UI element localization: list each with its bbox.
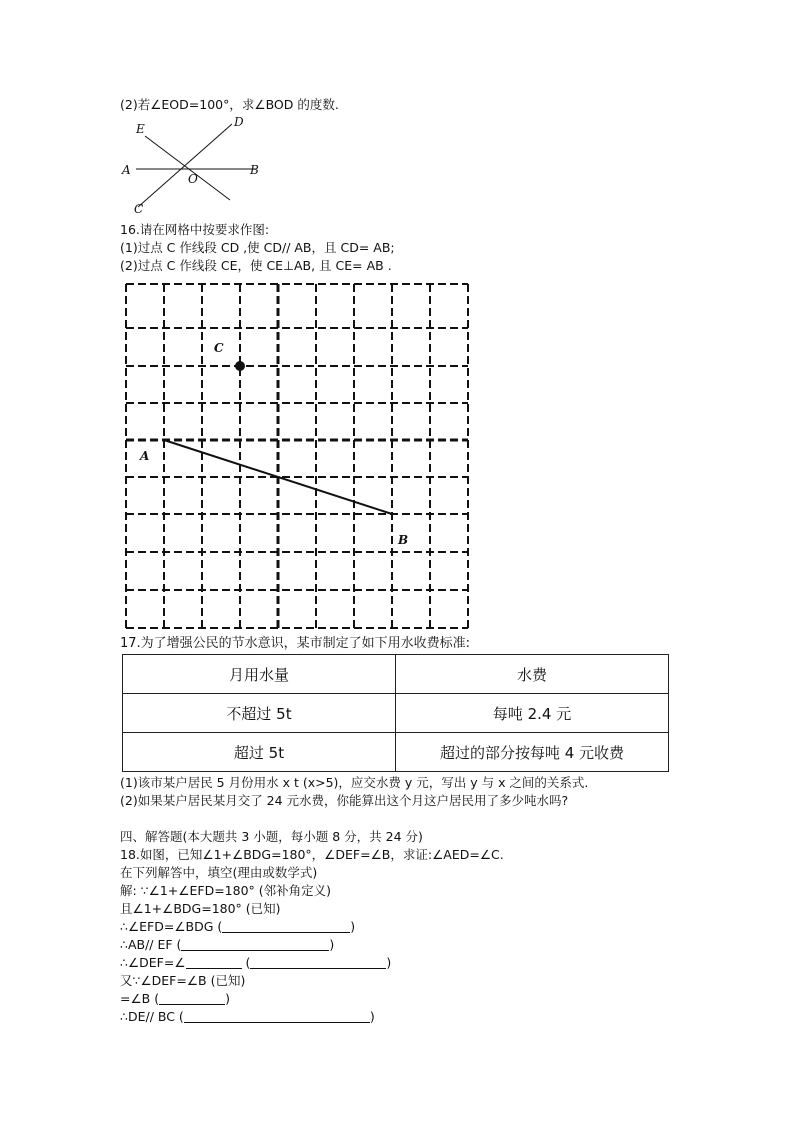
proof-line-blank: ∴∠EFD=∠BDG ( ) <box>120 919 356 934</box>
answer-blank[interactable] <box>186 956 242 969</box>
proof-line-blank: ∴AB// EF ( ) <box>120 937 335 952</box>
q16-title: 16.请在网格中按要求作图: <box>120 222 270 237</box>
grid-label-b: B <box>398 533 409 547</box>
table-row <box>123 733 669 772</box>
q17-part1: (1)该市某户居民 5 月份用水 x t (x>5)，应交水费 y 元，写出 y 与 x 之间的关系式. <box>120 775 589 790</box>
table-cell: 超过 5t <box>123 733 396 772</box>
grid-label-c: C <box>214 341 224 355</box>
table-cell: 不超过 5t <box>123 694 396 733</box>
label-e: E <box>136 122 145 136</box>
proof-line-blank: =∠B ( ) <box>120 991 230 1006</box>
line-cd <box>138 124 232 207</box>
section4-heading: 四、解答题(本大题共 3 小题，每小题 8 分，共 24 分) <box>120 829 423 844</box>
q18-title: 18.如图，已知∠1+∠BDG=180°，∠DEF=∠B，求证:∠AED=∠C. <box>120 847 504 862</box>
header-usage: 月用水量 <box>123 655 396 694</box>
proof-line-blank: ∴∠DEF=∠ ( ) <box>120 955 392 970</box>
label-o: O <box>188 172 198 186</box>
proof-line: 解: ∵∠1+∠EFD=180° (邻补角定义) <box>120 883 331 898</box>
q18-instruction: 在下列解答中，填空(理由或数学式) <box>120 865 318 880</box>
point-c <box>235 361 245 371</box>
label-d: D <box>234 115 244 129</box>
dashed-grid <box>126 284 468 628</box>
proof-line: 且∠1+∠BDG=180° (已知) <box>120 901 281 916</box>
header-fee: 水费 <box>396 655 669 694</box>
answer-blank[interactable] <box>159 992 225 1005</box>
answer-blank[interactable] <box>222 920 350 933</box>
water-fee-table <box>122 654 669 772</box>
q17-part2: (2)如果某户居民某月交了 24 元水费，你能算出这个月这户居民用了多少吨水吗? <box>120 793 569 808</box>
table-header-row <box>123 655 669 694</box>
proof-line: 又∵∠DEF=∠B (已知) <box>120 973 246 988</box>
line-eo <box>145 136 230 200</box>
grid-figure <box>120 280 476 632</box>
label-c: C <box>134 202 144 215</box>
label-a: A <box>122 163 131 177</box>
grid-label-a: A <box>140 449 150 463</box>
table-row <box>123 694 669 733</box>
answer-blank[interactable] <box>250 956 386 969</box>
q17-title: 17.为了增强公民的节水意识，某市制定了如下用水收费标准: <box>120 636 471 651</box>
angle-figure <box>118 113 268 215</box>
q16-part1: (1)过点 C 作线段 CD ,使 CD// AB，且 CD= AB; <box>120 240 395 255</box>
answer-blank[interactable] <box>184 1010 370 1023</box>
answer-blank[interactable] <box>181 938 329 951</box>
table-cell: 每吨 2.4 元 <box>396 694 669 733</box>
proof-line-blank: ∴DE// BC ( ) <box>120 1009 375 1024</box>
label-b: B <box>250 163 259 177</box>
q16-part2: (2)过点 C 作线段 CE，使 CE⊥AB, 且 CE= AB . <box>120 258 392 273</box>
q15-part2-text: (2)若∠EOD=100°，求∠BOD 的度数. <box>120 97 339 112</box>
table-cell: 超过的部分按每吨 4 元收费 <box>396 733 669 772</box>
